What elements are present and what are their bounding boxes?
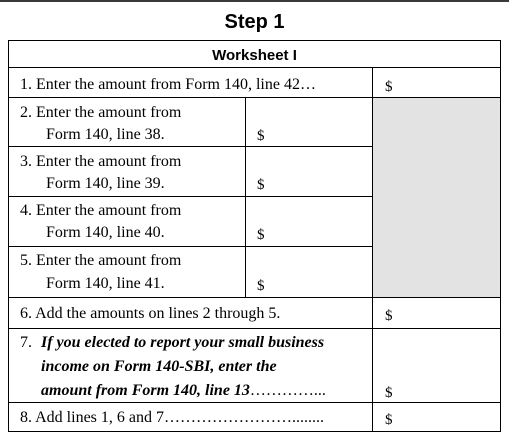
row-divider xyxy=(9,97,500,98)
worksheet-title: Worksheet I xyxy=(9,41,500,68)
line-7-label-end-text: amount from Form 140, line 13 xyxy=(41,382,250,399)
line-8-label: 8. Add lines 1, 6 and 7……………………........ xyxy=(20,409,324,426)
row-divider xyxy=(9,196,373,197)
row-divider xyxy=(9,297,500,298)
column-divider xyxy=(372,68,373,431)
top-rule xyxy=(0,0,509,2)
step-title: Step 1 xyxy=(224,11,285,33)
line-5-label: 5. Enter the amount from xyxy=(20,252,182,269)
line-3-label-cont: Form 140, line 39. xyxy=(46,175,165,192)
shaded-cell xyxy=(373,97,500,297)
column-divider xyxy=(245,97,246,297)
line-7-label-cont: income on Form 140-SBI, enter the xyxy=(41,358,277,375)
line-7-dollar: $ xyxy=(385,385,393,401)
line-4-dollar: $ xyxy=(257,227,265,243)
worksheet-table xyxy=(8,40,501,432)
row-divider xyxy=(9,146,373,147)
line-6-dollar: $ xyxy=(385,308,393,324)
line-7-leader-dots: …………... xyxy=(249,382,326,399)
line-2-label-cont: Form 140, line 38. xyxy=(46,126,165,143)
row-divider xyxy=(9,402,500,403)
line-1-label: 1. Enter the amount from Form 140, line 42… xyxy=(20,76,316,93)
line-7-label: If you elected to report your small business xyxy=(41,334,325,351)
row-divider xyxy=(9,328,500,329)
line-7-label-end xyxy=(41,380,326,402)
line-2-label: 2. Enter the amount from xyxy=(20,104,182,121)
line-1-dollar: $ xyxy=(385,79,393,95)
row-divider xyxy=(9,246,373,247)
line-7-number: 7. xyxy=(20,334,32,351)
line-3-label: 3. Enter the amount from xyxy=(20,153,182,170)
line-5-label-cont: Form 140, line 41. xyxy=(46,275,165,292)
line-6-label: 6. Add the amounts on lines 2 through 5. xyxy=(20,305,281,322)
line-5-dollar: $ xyxy=(257,278,265,294)
line-8-dollar: $ xyxy=(385,412,393,428)
line-4-label-cont: Form 140, line 40. xyxy=(46,224,165,241)
line-2-dollar: $ xyxy=(257,128,265,144)
line-3-dollar: $ xyxy=(257,177,265,193)
line-4-label: 4. Enter the amount from xyxy=(20,202,182,219)
